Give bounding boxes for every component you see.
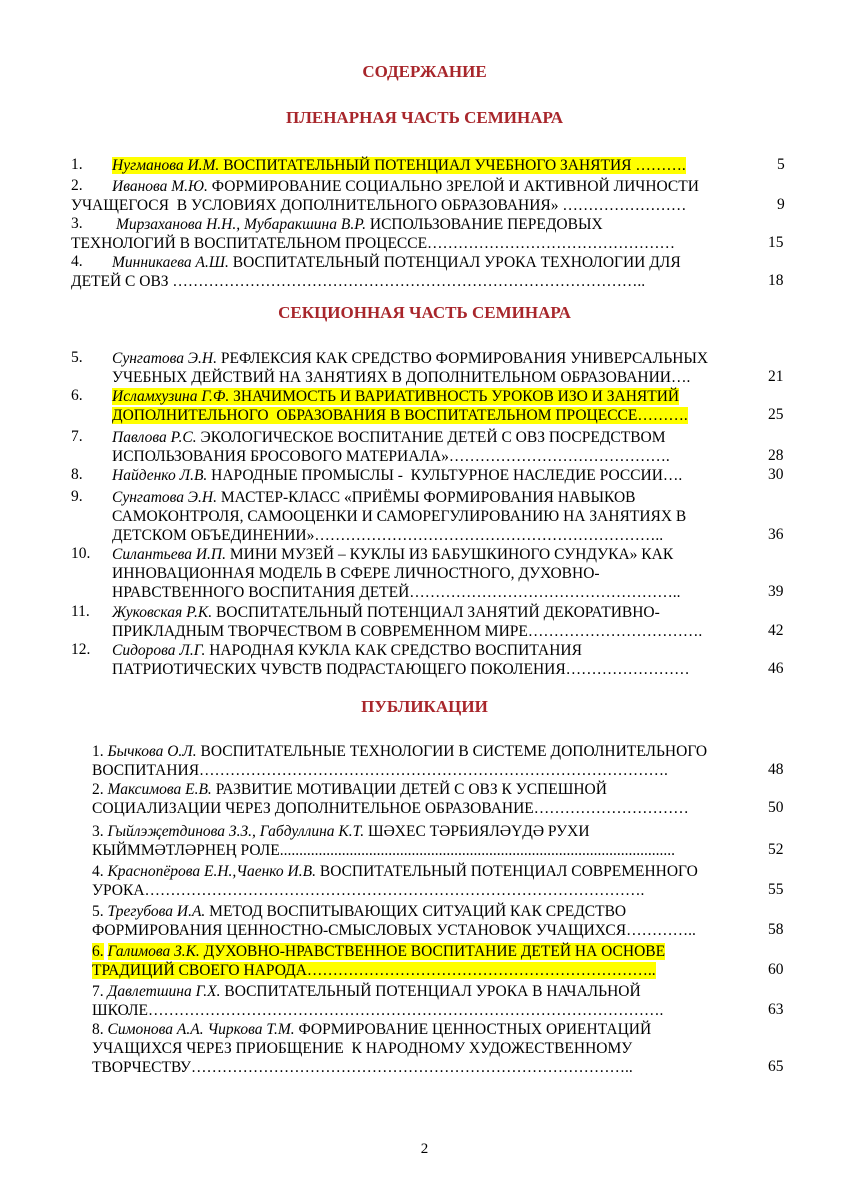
entry-number: 2. xyxy=(92,781,104,798)
entry-number: 4. xyxy=(71,253,83,270)
entry-title: ИСПОЛЬЗОВАНИЯ БРОСОВОГО МАТЕРИАЛА»……………………………………. xyxy=(112,448,670,466)
entry-author: Трегубова И.А. xyxy=(107,903,206,920)
toc-entry-line xyxy=(71,196,686,215)
entry-page: 63 xyxy=(768,1001,784,1019)
entry-title: ФОРМИРОВАНИЯ ЦЕННОСТНО-СМЫСЛОВЫХ УСТАНОВОК УЧАЩИХСЯ………….. xyxy=(92,922,696,940)
entry-title-wrap xyxy=(108,781,607,798)
entry-author: Бычкова О.Л. xyxy=(107,743,197,760)
entry-page: 18 xyxy=(768,272,784,290)
entry-author: Галимова З.К. xyxy=(107,943,200,960)
entry-title-wrap xyxy=(112,546,673,563)
entry-page: 46 xyxy=(768,660,784,678)
toc-entry-line xyxy=(92,822,590,841)
entry-title: НАРОДНЫЕ ПРОМЫСЛЫ - КУЛЬТУРНОЕ НАСЛЕДИЕ РОССИИ…. xyxy=(207,467,683,484)
entry-title-wrap xyxy=(112,350,708,367)
entry-title: ТЕХНОЛОГИЙ В ВОСПИТАТЕЛЬНОМ ПРОЦЕССЕ………………………………………… xyxy=(71,235,676,253)
entry-title-wrap xyxy=(112,178,699,195)
entry-title: ВОСПИТАТЕЛЬНЫЙ ПОТЕНЦИАЛ УРОКА ТЕХНОЛОГИИ ДЛЯ xyxy=(228,254,681,271)
entry-title: МЕТОД ВОСПИТЫВАЮЩИХ СИТУАЦИЙ КАК СРЕДСТВО xyxy=(205,903,627,920)
entry-number: 1. xyxy=(92,743,104,760)
toc-entry-line xyxy=(112,583,681,602)
toc-entry-line xyxy=(92,902,626,921)
entry-number: 11. xyxy=(71,603,90,620)
entry-title: ВОСПИТАТЕЛЬНЫЕ ТЕХНОЛОГИИ В СИСТЕМЕ ДОПОЛНИТЕЛЬНОГО xyxy=(196,743,708,760)
entry-page: 30 xyxy=(768,466,784,483)
entry-number: 12. xyxy=(71,641,91,658)
entry-page: 52 xyxy=(768,841,784,859)
entry-title: ВОСПИТАТЕЛЬНЫЙ ПОТЕНЦИАЛ УРОКА В НАЧАЛЬНОЙ xyxy=(220,983,641,1000)
entry-title: ФОРМИРОВАНИЕ ЦЕННОСТНЫХ ОРИЕНТАЦИЙ xyxy=(294,1021,652,1038)
entry-page: 39 xyxy=(768,583,784,601)
toc-entry-line xyxy=(92,841,675,860)
entry-title: ЗНАЧИМОСТЬ И ВАРИАТИВНОСТЬ УРОКОВ ИЗО И ЗАНЯТИЙ xyxy=(229,388,680,405)
toc-entry-line xyxy=(92,761,668,780)
toc-entry-line xyxy=(92,1001,663,1020)
entry-title: ДЕТСКОМ ОБЪЕДИНЕНИИ»………………………………………………………….. xyxy=(112,527,664,545)
entry-number: 7. xyxy=(71,428,83,445)
toc-entry-line xyxy=(112,603,660,622)
toc-entry-line xyxy=(112,447,670,466)
entry-author: Давлетшина Г.Х. xyxy=(107,983,221,1000)
entry-number: 4. xyxy=(92,863,104,880)
entry-page: 48 xyxy=(768,761,784,779)
toc-entry-line xyxy=(112,177,699,196)
entry-title: МАСТЕР-КЛАСС «ПРИЁМЫ ФОРМИРОВАНИЯ НАВЫКОВ xyxy=(217,489,636,506)
section-heading: СЕКЦИОННАЯ ЧАСТЬ СЕМИНАРА xyxy=(278,303,571,322)
toc-entry-line xyxy=(112,507,686,526)
toc-entry-line xyxy=(92,1020,651,1039)
entry-title: ЭКОЛОГИЧЕСКОЕ ВОСПИТАНИЕ ДЕТЕЙ С ОВЗ ПОСРЕДСТВОМ xyxy=(196,429,666,446)
entry-title: ДОПОЛНИТЕЛЬНОГО ОБРАЗОВАНИЯ В ВОСПИТАТЕЛЬНОМ ПРОЦЕССЕ………. xyxy=(112,407,688,425)
entry-author: Сунгатова Э.Н. xyxy=(112,350,217,367)
entry-page: 21 xyxy=(768,368,784,386)
entry-title: МИНИ МУЗЕЙ – КУКЛЫ ИЗ БАБУШКИНОГО СУНДУКА» КАК xyxy=(226,546,674,563)
toc-entry-line xyxy=(112,349,708,368)
toc-entry-line xyxy=(92,961,656,980)
toc-entry-line xyxy=(112,488,635,507)
page-number: 2 xyxy=(420,1141,429,1157)
entry-title: ИННОВАЦИОННАЯ МОДЕЛЬ В СФЕРЕ ЛИЧНОСТНОГО, ДУХОВНО- xyxy=(112,565,600,583)
entry-title-wrap xyxy=(108,1021,652,1038)
entry-title: ФОРМИРОВАНИЕ СОЦИАЛЬНО ЗРЕЛОЙ И АКТИВНОЙ ЛИЧНОСТИ xyxy=(207,178,699,195)
toc-entry-line xyxy=(112,622,702,641)
entry-title: ТРАДИЦИЙ СВОЕГО НАРОДА………………………………………………………….. xyxy=(92,962,656,980)
entry-title: ТВОРЧЕСТВУ………………………………………………………………………….. xyxy=(92,1059,633,1077)
entry-title-wrap xyxy=(112,254,681,271)
entry-page: 55 xyxy=(768,881,784,899)
entry-title: УЧАЩЕГОСЯ В УСЛОВИЯХ ДОПОЛНИТЕЛЬНОГО ОБРАЗОВАНИЯ» …………………… xyxy=(71,197,687,215)
toc-entry-line xyxy=(112,466,682,485)
entry-page: 42 xyxy=(768,622,784,640)
entry-number: 3. xyxy=(92,823,104,840)
entry-title: ДЕТЕЙ С ОВЗ ……………………………………………………………………………….. xyxy=(71,273,646,291)
entry-title: ШКОЛЕ………………………………………………………………………………………. xyxy=(92,1002,664,1020)
entry-author: Краснопёрова Е.Н.,Чаенко И.В. xyxy=(107,863,316,880)
entry-title-wrap xyxy=(108,743,708,760)
entry-title: СОЦИАЛИЗАЦИИ ЧЕРЕЗ ДОПОЛНИТЕЛЬНОЕ ОБРАЗОВАНИЕ………………………… xyxy=(92,800,689,818)
entry-number: 5. xyxy=(92,903,104,920)
toc-entry-line xyxy=(92,742,707,761)
entry-author: Сунгатова Э.Н. xyxy=(112,489,217,506)
entry-author: Симонова А.А. Чиркова Т.М. xyxy=(107,1021,295,1038)
entry-title-wrap xyxy=(108,903,627,920)
entry-page: 50 xyxy=(768,799,784,817)
entry-title: РАЗВИТИЕ МОТИВАЦИИ ДЕТЕЙ С ОВЗ К УСПЕШНОЙ xyxy=(211,781,607,798)
entry-number: 9. xyxy=(71,488,83,505)
entry-title-wrap xyxy=(112,642,582,659)
toc-entry-line xyxy=(92,799,689,818)
entry-page: 25 xyxy=(768,406,784,424)
toc-entry-line xyxy=(71,234,675,253)
entry-page: 28 xyxy=(768,447,784,465)
entry-author: Мирзаханова Н.Н., Мубаракшина В.Р. xyxy=(116,216,366,233)
entry-title: ВОСПИТАТЕЛЬНЫЙ ПОТЕНЦИАЛ ЗАНЯТИЙ ДЕКОРАТИВНО- xyxy=(212,604,660,621)
toc-entry-line xyxy=(92,862,698,881)
entry-page: 60 xyxy=(768,961,784,979)
entry-title-wrap xyxy=(116,216,603,233)
entry-title: ПАТРИОТИЧЕСКИХ ЧУВСТВ ПОДРАСТАЮЩЕГО ПОКОЛЕНИЯ…………………… xyxy=(112,661,690,679)
toc-entry-line xyxy=(92,780,607,799)
toc-entry-line xyxy=(92,942,665,961)
entry-number: 3. xyxy=(71,215,83,232)
entry-title-wrap xyxy=(112,157,686,174)
toc-entry-line xyxy=(112,253,681,272)
section-heading: ПУБЛИКАЦИИ xyxy=(361,697,488,716)
entry-title-wrap xyxy=(108,983,641,1000)
entry-title: ШӘХЕС ТӘРБИЯЛӘҮДӘ РУХИ xyxy=(364,823,590,840)
entry-author: Минникаева А.Ш. xyxy=(112,254,229,271)
entry-title: КЫЙММӘТЛӘРНЕҢ РОЛЕ...................................................................................................... xyxy=(92,842,676,860)
toc-entry-line xyxy=(112,660,690,679)
entry-number: 1. xyxy=(71,156,83,173)
toc-entry-line xyxy=(112,545,673,564)
entry-title: ВОСПИТАТЕЛЬНЫЙ ПОТЕНЦИАЛ УЧЕБНОГО ЗАНЯТИЯ ………. xyxy=(219,157,686,174)
entry-author: Силантьева И.П. xyxy=(112,546,226,563)
entry-author: Гыйлэҗетдинова З.З., Габдуллина К.Т. xyxy=(107,823,365,840)
page-title: СОДЕРЖАНИЕ xyxy=(362,62,487,81)
entry-title-wrap xyxy=(112,604,660,621)
entry-number: 5. xyxy=(71,349,83,366)
entry-title-wrap xyxy=(112,429,666,446)
entry-author: Максимова Е.В. xyxy=(107,781,212,798)
entry-title: ИСПОЛЬЗОВАНИЕ ПЕРЕДОВЫХ xyxy=(366,216,603,233)
toc-entry-line xyxy=(112,368,690,387)
toc-entry-line xyxy=(112,406,688,425)
entry-title-wrap xyxy=(108,943,666,960)
entry-author: Нугманова И.М. xyxy=(112,157,220,174)
entry-number: 7. xyxy=(92,983,104,1000)
entry-title-wrap xyxy=(108,823,590,840)
toc-entry-line xyxy=(112,526,663,545)
toc-entry-line xyxy=(112,641,582,660)
entry-title: НАРОДНАЯ КУКЛА КАК СРЕДСТВО ВОСПИТАНИЯ xyxy=(205,642,582,659)
entry-author: Исламхузина Г.Ф. xyxy=(112,388,230,405)
entry-number: 8. xyxy=(92,1021,104,1038)
entry-title-wrap xyxy=(112,467,682,484)
entry-number: 10. xyxy=(71,545,91,562)
entry-title: ВОСПИТАНИЯ………………………………………………………………………………. xyxy=(92,762,668,780)
entry-number: 6. xyxy=(92,943,104,960)
entry-title: ДУХОВНО-НРАВСТВЕННОЕ ВОСПИТАНИЕ ДЕТЕЙ НА ОСНОВЕ xyxy=(199,943,666,960)
section-heading: ПЛЕНАРНАЯ ЧАСТЬ СЕМИНАРА xyxy=(285,108,564,127)
toc-entry-line xyxy=(92,982,641,1001)
toc-entry-line xyxy=(112,156,686,175)
entry-number: 8. xyxy=(71,466,83,483)
entry-title: ПРИКЛАДНЫМ ТВОРЧЕСТВОМ В СОВРЕМЕННОМ МИРЕ……………………………. xyxy=(112,623,703,641)
entry-page: 58 xyxy=(768,921,784,939)
entry-title: УРОКА……………………………………………………………………………………. xyxy=(92,882,645,900)
toc-entry-line xyxy=(112,428,666,447)
entry-title-wrap xyxy=(112,388,679,405)
entry-page: 15 xyxy=(768,234,784,252)
entry-title: РЕФЛЕКСИЯ КАК СРЕДСТВО ФОРМИРОВАНИЯ УНИВЕРСАЛЬНЫХ xyxy=(217,350,709,367)
entry-page: 65 xyxy=(768,1058,784,1076)
entry-title: УЧАЩИХСЯ ЧЕРЕЗ ПРИОБЩЕНИЕ К НАРОДНОМУ ХУДОЖЕСТВЕННОМУ xyxy=(92,1040,633,1058)
entry-title: НРАВСТВЕННОГО ВОСПИТАНИЯ ДЕТЕЙ…………………………………………….. xyxy=(112,584,681,602)
toc-entry-line xyxy=(92,921,696,940)
entry-title-wrap xyxy=(112,489,635,506)
toc-entry-line xyxy=(71,272,645,291)
entry-author: Сидорова Л.Г. xyxy=(112,642,206,659)
toc-entry-line xyxy=(112,564,600,583)
toc-entry-line xyxy=(116,215,603,234)
toc-entry-line xyxy=(92,1058,633,1077)
entry-author: Жуковская Р.К. xyxy=(112,604,213,621)
entry-number: 6. xyxy=(71,387,83,404)
entry-title-wrap xyxy=(108,863,698,880)
entry-author: Найденко Л.В. xyxy=(112,467,208,484)
entry-title: САМОКОНТРОЛЯ, САМООЦЕНКИ И САМОРЕГУЛИРОВАНИЮ НА ЗАНЯТИЯХ В xyxy=(112,508,687,526)
entry-page: 9 xyxy=(777,196,785,214)
toc-entry-line xyxy=(112,387,679,406)
toc-entry-line xyxy=(92,881,644,900)
entry-author: Павлова Р.С. xyxy=(112,429,197,446)
entry-title: УЧЕБНЫХ ДЕЙСТВИЙ НА ЗАНЯТИЯХ В ДОПОЛНИТЕЛЬНОМ ОБРАЗОВАНИИ…. xyxy=(112,369,691,387)
entry-title: ВОСПИТАТЕЛЬНЫЙ ПОТЕНЦИАЛ СОВРЕМЕННОГО xyxy=(315,863,698,880)
entry-number: 2. xyxy=(71,177,83,194)
toc-entry-line xyxy=(92,1039,632,1058)
entry-page: 36 xyxy=(768,526,784,544)
entry-page: 5 xyxy=(777,156,785,173)
entry-author: Иванова М.Ю. xyxy=(112,178,208,195)
